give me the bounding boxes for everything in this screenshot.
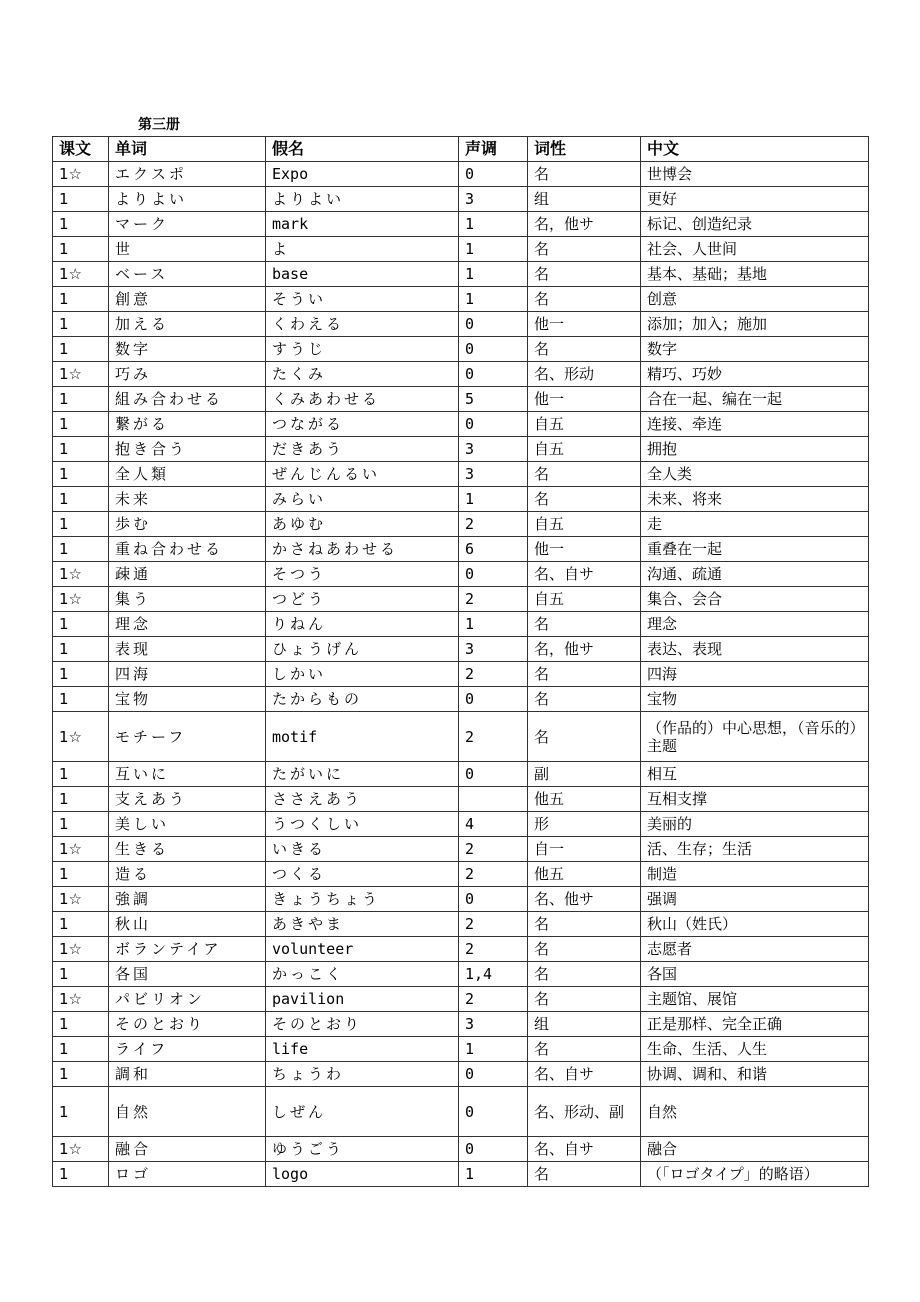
pos-cell: 名	[528, 687, 641, 712]
kana-cell: いきる	[266, 837, 459, 862]
lesson-cell: 1☆	[53, 262, 109, 287]
accent-cell: 0	[459, 887, 528, 912]
word-cell: 抱き合う	[109, 437, 266, 462]
lesson-cell: 1	[53, 862, 109, 887]
kana-cell: mark	[266, 212, 459, 237]
word-cell: 造る	[109, 862, 266, 887]
pos-cell: 名	[528, 912, 641, 937]
header-word: 单词	[109, 137, 266, 162]
chinese-cell: 美丽的	[641, 812, 869, 837]
table-row	[53, 1012, 869, 1037]
table-row	[53, 462, 869, 487]
table-row	[53, 762, 869, 787]
word-cell: 支えあう	[109, 787, 266, 812]
header-kana: 假名	[266, 137, 459, 162]
pos-cell: 自五	[528, 587, 641, 612]
chinese-cell: 未来、将来	[641, 487, 869, 512]
chinese-cell: 协调、调和、和谐	[641, 1062, 869, 1087]
table-row	[53, 187, 869, 212]
header-part-of-speech: 词性	[528, 137, 641, 162]
word-cell: 未来	[109, 487, 266, 512]
kana-cell: あゆむ	[266, 512, 459, 537]
table-row	[53, 1087, 869, 1137]
table-row	[53, 1062, 869, 1087]
table-row	[53, 537, 869, 562]
table-row	[53, 1037, 869, 1062]
word-cell: モチーフ	[109, 712, 266, 762]
kana-cell: かっこく	[266, 962, 459, 987]
accent-cell: 1	[459, 487, 528, 512]
lesson-cell: 1	[53, 787, 109, 812]
lesson-cell: 1☆	[53, 562, 109, 587]
pos-cell: 名	[528, 712, 641, 762]
word-cell: 四海	[109, 662, 266, 687]
table-row	[53, 587, 869, 612]
chinese-cell: 生命、生活、人生	[641, 1037, 869, 1062]
accent-cell: 1	[459, 612, 528, 637]
word-cell: 世	[109, 237, 266, 262]
kana-cell: そうい	[266, 287, 459, 312]
word-cell: ロゴ	[109, 1162, 266, 1187]
word-cell: 加える	[109, 312, 266, 337]
pos-cell: 形	[528, 812, 641, 837]
table-row	[53, 437, 869, 462]
kana-cell: くわえる	[266, 312, 459, 337]
word-cell: 繋がる	[109, 412, 266, 437]
accent-cell: 0	[459, 762, 528, 787]
table-row	[53, 687, 869, 712]
kana-cell: すうじ	[266, 337, 459, 362]
table-row	[53, 912, 869, 937]
lesson-cell: 1	[53, 762, 109, 787]
lesson-cell: 1☆	[53, 1137, 109, 1162]
kana-cell: ぜんじんるい	[266, 462, 459, 487]
section-title: 第三册	[138, 117, 180, 133]
accent-cell: 1	[459, 1037, 528, 1062]
chinese-cell: 标记、创造纪录	[641, 212, 869, 237]
chinese-cell: （作品的）中心思想，（音乐的）主题	[641, 712, 869, 762]
word-cell: 生きる	[109, 837, 266, 862]
kana-cell: つどう	[266, 587, 459, 612]
accent-cell: 0	[459, 412, 528, 437]
kana-cell: つくる	[266, 862, 459, 887]
lesson-cell: 1☆	[53, 987, 109, 1012]
chinese-cell: 表达、表现	[641, 637, 869, 662]
kana-cell: Expo	[266, 162, 459, 187]
chinese-cell: 连接、牵连	[641, 412, 869, 437]
kana-cell: みらい	[266, 487, 459, 512]
accent-cell: 0	[459, 337, 528, 362]
word-cell: ライフ	[109, 1037, 266, 1062]
lesson-cell: 1☆	[53, 887, 109, 912]
table-row	[53, 662, 869, 687]
pos-cell: 组	[528, 1012, 641, 1037]
kana-cell: ささえあう	[266, 787, 459, 812]
kana-cell: しかい	[266, 662, 459, 687]
pos-cell: 他一	[528, 387, 641, 412]
word-cell: 創意	[109, 287, 266, 312]
accent-cell: 1	[459, 1162, 528, 1187]
accent-cell: 0	[459, 362, 528, 387]
pos-cell: 名	[528, 287, 641, 312]
lesson-cell: 1	[53, 287, 109, 312]
kana-cell: pavilion	[266, 987, 459, 1012]
kana-cell: くみあわせる	[266, 387, 459, 412]
chinese-cell: 制造	[641, 862, 869, 887]
vocabulary-table	[52, 136, 869, 1187]
pos-cell: 名	[528, 987, 641, 1012]
kana-cell: つながる	[266, 412, 459, 437]
kana-cell: life	[266, 1037, 459, 1062]
chinese-cell: 走	[641, 512, 869, 537]
table-row	[53, 362, 869, 387]
kana-cell: よ	[266, 237, 459, 262]
table-row	[53, 287, 869, 312]
chinese-cell: 主题馆、展馆	[641, 987, 869, 1012]
lesson-cell: 1	[53, 187, 109, 212]
chinese-cell: 互相支撑	[641, 787, 869, 812]
kana-cell: base	[266, 262, 459, 287]
chinese-cell: 相互	[641, 762, 869, 787]
chinese-cell: 更好	[641, 187, 869, 212]
table-row	[53, 412, 869, 437]
word-cell: 歩む	[109, 512, 266, 537]
lesson-cell: 1	[53, 1062, 109, 1087]
word-cell: よりよい	[109, 187, 266, 212]
word-cell: 調和	[109, 1062, 266, 1087]
word-cell: 重ね合わせる	[109, 537, 266, 562]
word-cell: マーク	[109, 212, 266, 237]
accent-cell: 2	[459, 837, 528, 862]
chinese-cell: 融合	[641, 1137, 869, 1162]
accent-cell: 2	[459, 912, 528, 937]
table-row	[53, 887, 869, 912]
lesson-cell: 1☆	[53, 937, 109, 962]
chinese-cell: 秋山（姓氏）	[641, 912, 869, 937]
pos-cell: 自五	[528, 512, 641, 537]
accent-cell: 2	[459, 937, 528, 962]
table-row	[53, 962, 869, 987]
pos-cell: 名、他サ	[528, 887, 641, 912]
chinese-cell: （「ロゴタイプ」的略语）	[641, 1162, 869, 1187]
lesson-cell: 1	[53, 1037, 109, 1062]
accent-cell: 1	[459, 237, 528, 262]
chinese-cell: 宝物	[641, 687, 869, 712]
chinese-cell: 添加；加入；施加	[641, 312, 869, 337]
table-row	[53, 987, 869, 1012]
pos-cell: 名	[528, 1162, 641, 1187]
pos-cell: 名，他サ	[528, 212, 641, 237]
kana-cell: しぜん	[266, 1087, 459, 1137]
pos-cell: 名	[528, 487, 641, 512]
accent-cell: 1	[459, 262, 528, 287]
lesson-cell: 1	[53, 237, 109, 262]
lesson-cell: 1	[53, 512, 109, 537]
chinese-cell: 正是那样、完全正确	[641, 1012, 869, 1037]
accent-cell: 0	[459, 312, 528, 337]
chinese-cell: 精巧、巧妙	[641, 362, 869, 387]
table-body	[53, 162, 869, 1187]
chinese-cell: 数字	[641, 337, 869, 362]
pos-cell: 他一	[528, 537, 641, 562]
accent-cell: 1,4	[459, 962, 528, 987]
lesson-cell: 1	[53, 462, 109, 487]
table-row	[53, 862, 869, 887]
kana-cell: かさねあわせる	[266, 537, 459, 562]
lesson-cell: 1	[53, 662, 109, 687]
accent-cell: 3	[459, 637, 528, 662]
word-cell: 疎通	[109, 562, 266, 587]
accent-cell: 1	[459, 212, 528, 237]
lesson-cell: 1	[53, 312, 109, 337]
lesson-cell: 1	[53, 962, 109, 987]
word-cell: 自然	[109, 1087, 266, 1137]
chinese-cell: 沟通、疏通	[641, 562, 869, 587]
word-cell: 互いに	[109, 762, 266, 787]
chinese-cell: 志愿者	[641, 937, 869, 962]
word-cell: そのとおり	[109, 1012, 266, 1037]
accent-cell: 2	[459, 512, 528, 537]
kana-cell: そつう	[266, 562, 459, 587]
word-cell: 集う	[109, 587, 266, 612]
word-cell: 宝物	[109, 687, 266, 712]
accent-cell: 3	[459, 437, 528, 462]
accent-cell: 0	[459, 1062, 528, 1087]
table-row	[53, 712, 869, 762]
pos-cell: 名、形动、副	[528, 1087, 641, 1137]
kana-cell: volunteer	[266, 937, 459, 962]
accent-cell: 2	[459, 987, 528, 1012]
kana-cell: そのとおり	[266, 1012, 459, 1037]
lesson-cell: 1	[53, 1087, 109, 1137]
kana-cell: motif	[266, 712, 459, 762]
chinese-cell: 社会、人世间	[641, 237, 869, 262]
chinese-cell: 全人类	[641, 462, 869, 487]
header-chinese: 中文	[641, 137, 869, 162]
table-row	[53, 612, 869, 637]
kana-cell: きょうちょう	[266, 887, 459, 912]
kana-cell: ちょうわ	[266, 1062, 459, 1087]
pos-cell: 名	[528, 237, 641, 262]
pos-cell: 组	[528, 187, 641, 212]
pos-cell: 名、形动	[528, 362, 641, 387]
lesson-cell: 1	[53, 537, 109, 562]
lesson-cell: 1	[53, 437, 109, 462]
word-cell: 強調	[109, 887, 266, 912]
table-header-row	[53, 137, 869, 162]
pos-cell: 他一	[528, 312, 641, 337]
kana-cell: りねん	[266, 612, 459, 637]
pos-cell: 自五	[528, 437, 641, 462]
accent-cell: 0	[459, 1087, 528, 1137]
lesson-cell: 1	[53, 812, 109, 837]
word-cell: 全人類	[109, 462, 266, 487]
chinese-cell: 基本、基础；基地	[641, 262, 869, 287]
lesson-cell: 1	[53, 387, 109, 412]
pos-cell: 自五	[528, 412, 641, 437]
lesson-cell: 1	[53, 1162, 109, 1187]
pos-cell: 名	[528, 337, 641, 362]
kana-cell: ひょうげん	[266, 637, 459, 662]
lesson-cell: 1☆	[53, 362, 109, 387]
lesson-cell: 1☆	[53, 837, 109, 862]
kana-cell: ゆうごう	[266, 1137, 459, 1162]
pos-cell: 名	[528, 962, 641, 987]
accent-cell	[459, 787, 528, 812]
kana-cell: だきあう	[266, 437, 459, 462]
pos-cell: 名、自サ	[528, 562, 641, 587]
accent-cell: 3	[459, 187, 528, 212]
lesson-cell: 1☆	[53, 162, 109, 187]
accent-cell: 2	[459, 587, 528, 612]
accent-cell: 0	[459, 1137, 528, 1162]
kana-cell: たくみ	[266, 362, 459, 387]
lesson-cell: 1	[53, 637, 109, 662]
accent-cell: 5	[459, 387, 528, 412]
pos-cell: 名、自サ	[528, 1137, 641, 1162]
chinese-cell: 自然	[641, 1087, 869, 1137]
accent-cell: 2	[459, 862, 528, 887]
chinese-cell: 理念	[641, 612, 869, 637]
kana-cell: たがいに	[266, 762, 459, 787]
word-cell: 美しい	[109, 812, 266, 837]
lesson-cell: 1	[53, 612, 109, 637]
kana-cell: よりよい	[266, 187, 459, 212]
word-cell: 融合	[109, 1137, 266, 1162]
lesson-cell: 1	[53, 337, 109, 362]
table-row	[53, 237, 869, 262]
kana-cell: あきやま	[266, 912, 459, 937]
accent-cell: 2	[459, 712, 528, 762]
table-row	[53, 162, 869, 187]
chinese-cell: 集合、会合	[641, 587, 869, 612]
table-row	[53, 787, 869, 812]
accent-cell: 0	[459, 687, 528, 712]
kana-cell: うつくしい	[266, 812, 459, 837]
pos-cell: 自一	[528, 837, 641, 862]
pos-cell: 他五	[528, 787, 641, 812]
table-row	[53, 1137, 869, 1162]
accent-cell: 0	[459, 562, 528, 587]
chinese-cell: 强调	[641, 887, 869, 912]
lesson-cell: 1	[53, 487, 109, 512]
chinese-cell: 创意	[641, 287, 869, 312]
accent-cell: 2	[459, 662, 528, 687]
word-cell: 各国	[109, 962, 266, 987]
table-row	[53, 562, 869, 587]
table-row	[53, 212, 869, 237]
chinese-cell: 合在一起、编在一起	[641, 387, 869, 412]
word-cell: ベース	[109, 262, 266, 287]
lesson-cell: 1	[53, 412, 109, 437]
accent-cell: 1	[459, 287, 528, 312]
header-accent: 声调	[459, 137, 528, 162]
table-row	[53, 1162, 869, 1187]
lesson-cell: 1	[53, 687, 109, 712]
chinese-cell: 活、生存；生活	[641, 837, 869, 862]
word-cell: 組み合わせる	[109, 387, 266, 412]
accent-cell: 6	[459, 537, 528, 562]
table-row	[53, 262, 869, 287]
chinese-cell: 拥抱	[641, 437, 869, 462]
lesson-cell: 1☆	[53, 712, 109, 762]
pos-cell: 名，他サ	[528, 637, 641, 662]
pos-cell: 名	[528, 1037, 641, 1062]
kana-cell: logo	[266, 1162, 459, 1187]
accent-cell: 0	[459, 162, 528, 187]
lesson-cell: 1	[53, 1012, 109, 1037]
pos-cell: 副	[528, 762, 641, 787]
chinese-cell: 重叠在一起	[641, 537, 869, 562]
lesson-cell: 1	[53, 212, 109, 237]
table-row	[53, 937, 869, 962]
accent-cell: 4	[459, 812, 528, 837]
table-row	[53, 387, 869, 412]
table-row	[53, 487, 869, 512]
word-cell: 秋山	[109, 912, 266, 937]
word-cell: ボランテイア	[109, 937, 266, 962]
word-cell: 数字	[109, 337, 266, 362]
pos-cell: 名	[528, 162, 641, 187]
word-cell: エクスポ	[109, 162, 266, 187]
pos-cell: 名	[528, 662, 641, 687]
table-row	[53, 837, 869, 862]
pos-cell: 名	[528, 462, 641, 487]
word-cell: パビリオン	[109, 987, 266, 1012]
word-cell: 理念	[109, 612, 266, 637]
pos-cell: 他五	[528, 862, 641, 887]
chinese-cell: 各国	[641, 962, 869, 987]
table-row	[53, 337, 869, 362]
table-row	[53, 812, 869, 837]
table-row	[53, 512, 869, 537]
accent-cell: 3	[459, 462, 528, 487]
word-cell: 表现	[109, 637, 266, 662]
word-cell: 巧み	[109, 362, 266, 387]
lesson-cell: 1☆	[53, 587, 109, 612]
kana-cell: たからもの	[266, 687, 459, 712]
table-row	[53, 312, 869, 337]
pos-cell: 名	[528, 937, 641, 962]
pos-cell: 名	[528, 262, 641, 287]
pos-cell: 名	[528, 612, 641, 637]
accent-cell: 3	[459, 1012, 528, 1037]
lesson-cell: 1	[53, 912, 109, 937]
pos-cell: 名、自サ	[528, 1062, 641, 1087]
table-row	[53, 637, 869, 662]
chinese-cell: 世博会	[641, 162, 869, 187]
chinese-cell: 四海	[641, 662, 869, 687]
header-lesson: 课文	[53, 137, 109, 162]
